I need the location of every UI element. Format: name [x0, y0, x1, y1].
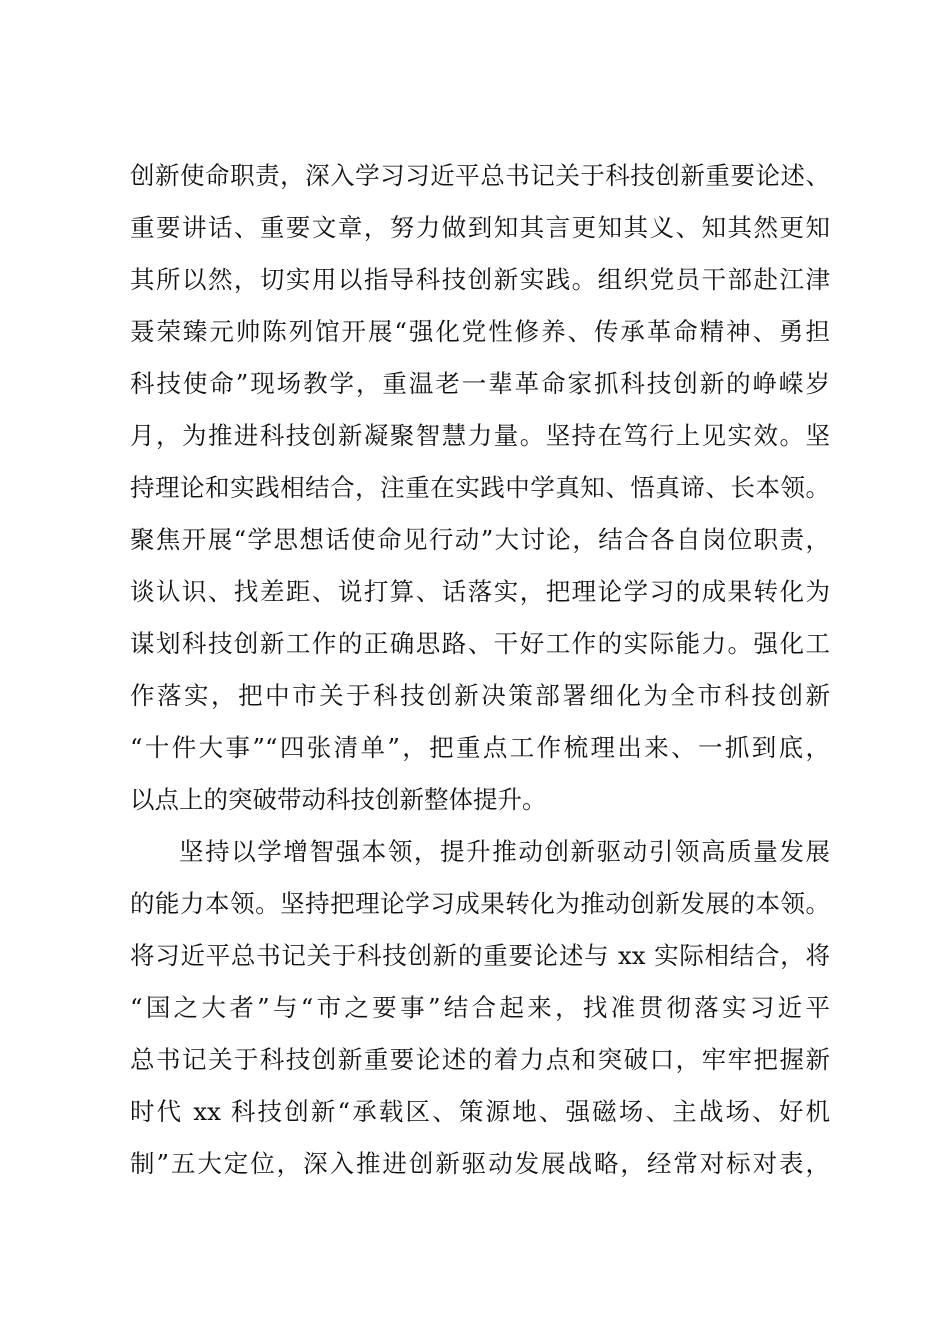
- text-line: 将习近平总书记关于科技创新的重要论述与 xx 实际相结合，将: [130, 941, 830, 970]
- text-line: “国之大者”与“市之要事”结合起来，找准贯彻落实习近平: [130, 993, 830, 1022]
- text-line: 聚焦开展“学思想话使命见行动”大讨论，结合各自岗位职责，: [130, 525, 830, 554]
- text-line: 坚持以学增智强本领，提升推动创新驱动引领高质量发展: [179, 837, 830, 866]
- text-line: 制”五大定位，深入推进创新驱动发展战略，经常对标对表，: [130, 1149, 830, 1178]
- text-line: 总书记关于科技创新重要论述的着力点和突破口，牢牢把握新: [130, 1045, 830, 1074]
- text-line: 月，为推进科技创新凝聚智慧力量。坚持在笃行上见实效。坚: [130, 421, 830, 450]
- text-line: 时代 xx 科技创新“承载区、策源地、强磁场、主战场、好机: [130, 1097, 830, 1126]
- text-line: 谈认识、找差距、说打算、话落实，把理论学习的成果转化为: [130, 577, 830, 606]
- text-line: 聂荣臻元帅陈列馆开展“强化党性修养、传承革命精神、勇担: [130, 317, 830, 346]
- text-line: 以点上的突破带动科技创新整体提升。: [130, 785, 547, 814]
- text-line: 的能力本领。坚持把理论学习成果转化为推动创新发展的本领。: [130, 889, 830, 918]
- text-line: 谋划科技创新工作的正确思路、干好工作的实际能力。强化工: [130, 629, 830, 658]
- text-line: 科技使命”现场教学，重温老一辈革命家抓科技创新的峥嵘岁: [130, 369, 830, 398]
- text-line: 作落实，把中市关于科技创新决策部署细化为全市科技创新: [130, 681, 830, 710]
- text-line: “十件大事”“四张清单”，把重点工作梳理出来、一抓到底，: [130, 733, 830, 762]
- text-line: 持理论和实践相结合，注重在实践中学真知、悟真谛、长本领。: [130, 473, 830, 502]
- text-line: 重要讲话、重要文章，努力做到知其言更知其义、知其然更知: [130, 213, 830, 242]
- text-line: 创新使命职责，深入学习习近平总书记关于科技创新重要论述、: [130, 161, 830, 190]
- text-line: 其所以然，切实用以指导科技创新实践。组织党员干部赴江津: [130, 265, 830, 294]
